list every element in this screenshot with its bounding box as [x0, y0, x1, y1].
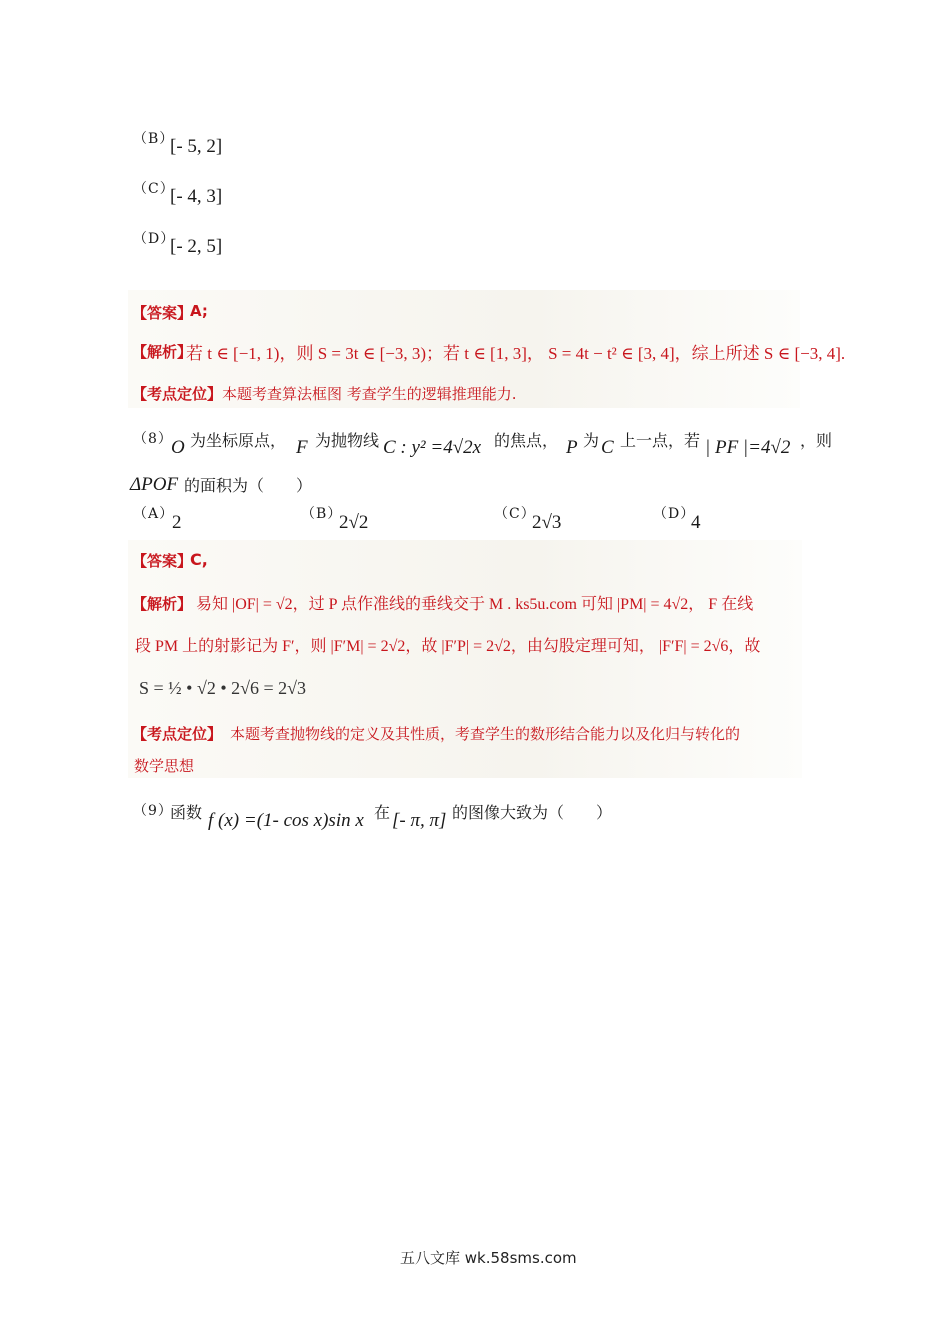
q8-point-p: P [566, 437, 578, 458]
q8-text-point-on: 上一点，若 [620, 431, 701, 450]
q8-number: （8） [133, 431, 173, 447]
option-d-value: [- 2, 5] [170, 236, 223, 257]
q9-number: （9） [133, 803, 173, 819]
q8-point-f: F [296, 437, 308, 458]
answer8-analysis-line2: 段 PM 上的射影记为 F′，则 |F′M| = 2√2，故 |F′P| = 2√2，由勾股定理可知， |F′F| = 2√6，故 [135, 638, 761, 655]
answer7-analysis-text: 若 t ∈ [−1, 1)，则 S = 3t ∈ [−3, 3)；若 t ∈ [1, 3]， S = 4t − t² ∈ [3, 4]，综上所述 S ∈ [−3, 4]. [186, 344, 846, 363]
answer8-point-tag: 【考点定位】 [132, 725, 223, 743]
q9-text-function: 函数 [170, 803, 203, 822]
answer7-point-tag: 【考点定位】 [132, 385, 223, 403]
answer7-point-text: 本题考查算法框图 考查学生的逻辑推理能力. [222, 385, 517, 403]
q8-text-is: 为 [583, 431, 600, 450]
option-c-label: （C） [133, 181, 175, 197]
answer8-tag: 【答案】 [132, 552, 193, 570]
q8-option-c-label: （C） [494, 506, 536, 522]
answer7-analysis-tag: 【解析】 [132, 343, 193, 361]
answer7-tag: 【答案】 [132, 304, 193, 322]
q8-option-a-value: 2 [172, 512, 182, 533]
option-c-value: [- 4, 3] [170, 186, 223, 207]
answer7-value: A; [190, 302, 208, 320]
q8-area-prompt: 的面积为（ ） [184, 476, 313, 495]
q8-option-b-value: 2√2 [339, 512, 369, 533]
q8-parabola-equation: C : y² =4√2x [383, 437, 482, 458]
answer8-point-text1: 本题考查抛物线的定义及其性质，考查学生的数形结合能力以及化归与转化的 [230, 725, 741, 743]
answer8-value: C, [190, 550, 208, 569]
q9-text-on: 在 [374, 803, 391, 822]
q8-option-d-value: 4 [691, 512, 701, 533]
answer8-formula: S = ½ • √2 • 2√6 = 2√3 [139, 678, 307, 698]
q8-text-parabola: 为抛物线 [315, 431, 380, 450]
answer8-analysis-line1: 易知 |OF| = √2，过 P 点作准线的垂线交于 M . ks5u.com 可知 |PM| = 4√2， F 在线 [196, 596, 754, 613]
answer8-analysis-tag: 【解析】 [132, 595, 193, 613]
q8-text-focus: 的焦点， [494, 431, 559, 450]
q8-pf-length: | PF |=4√2 [705, 437, 791, 458]
q8-option-d-label: （D） [653, 506, 696, 522]
answer8-point-text2: 数学思想 [134, 757, 195, 775]
q8-point-o: O [171, 437, 185, 458]
footer-watermark: 五八文库 wk.58sms.com [400, 1249, 577, 1267]
q8-text-origin: 为坐标原点， [190, 431, 287, 450]
q9-interval: [- π, π] [392, 810, 447, 831]
q8-triangle: ΔPOF [130, 474, 179, 495]
option-b-label: （B） [133, 131, 175, 147]
q8-option-b-label: （B） [301, 506, 343, 522]
q8-text-then: ，则 [800, 431, 833, 450]
q8-option-c-value: 2√3 [532, 512, 562, 533]
q9-text-graph: 的图像大致为（ ） [452, 803, 613, 822]
q9-formula: f (x) =(1- cos x)sin x [208, 810, 364, 831]
option-d-label: （D） [133, 231, 176, 247]
q8-option-a-label: （A） [133, 506, 175, 522]
option-b-value: [- 5, 2] [170, 136, 223, 157]
q8-curve-c: C [601, 437, 614, 458]
